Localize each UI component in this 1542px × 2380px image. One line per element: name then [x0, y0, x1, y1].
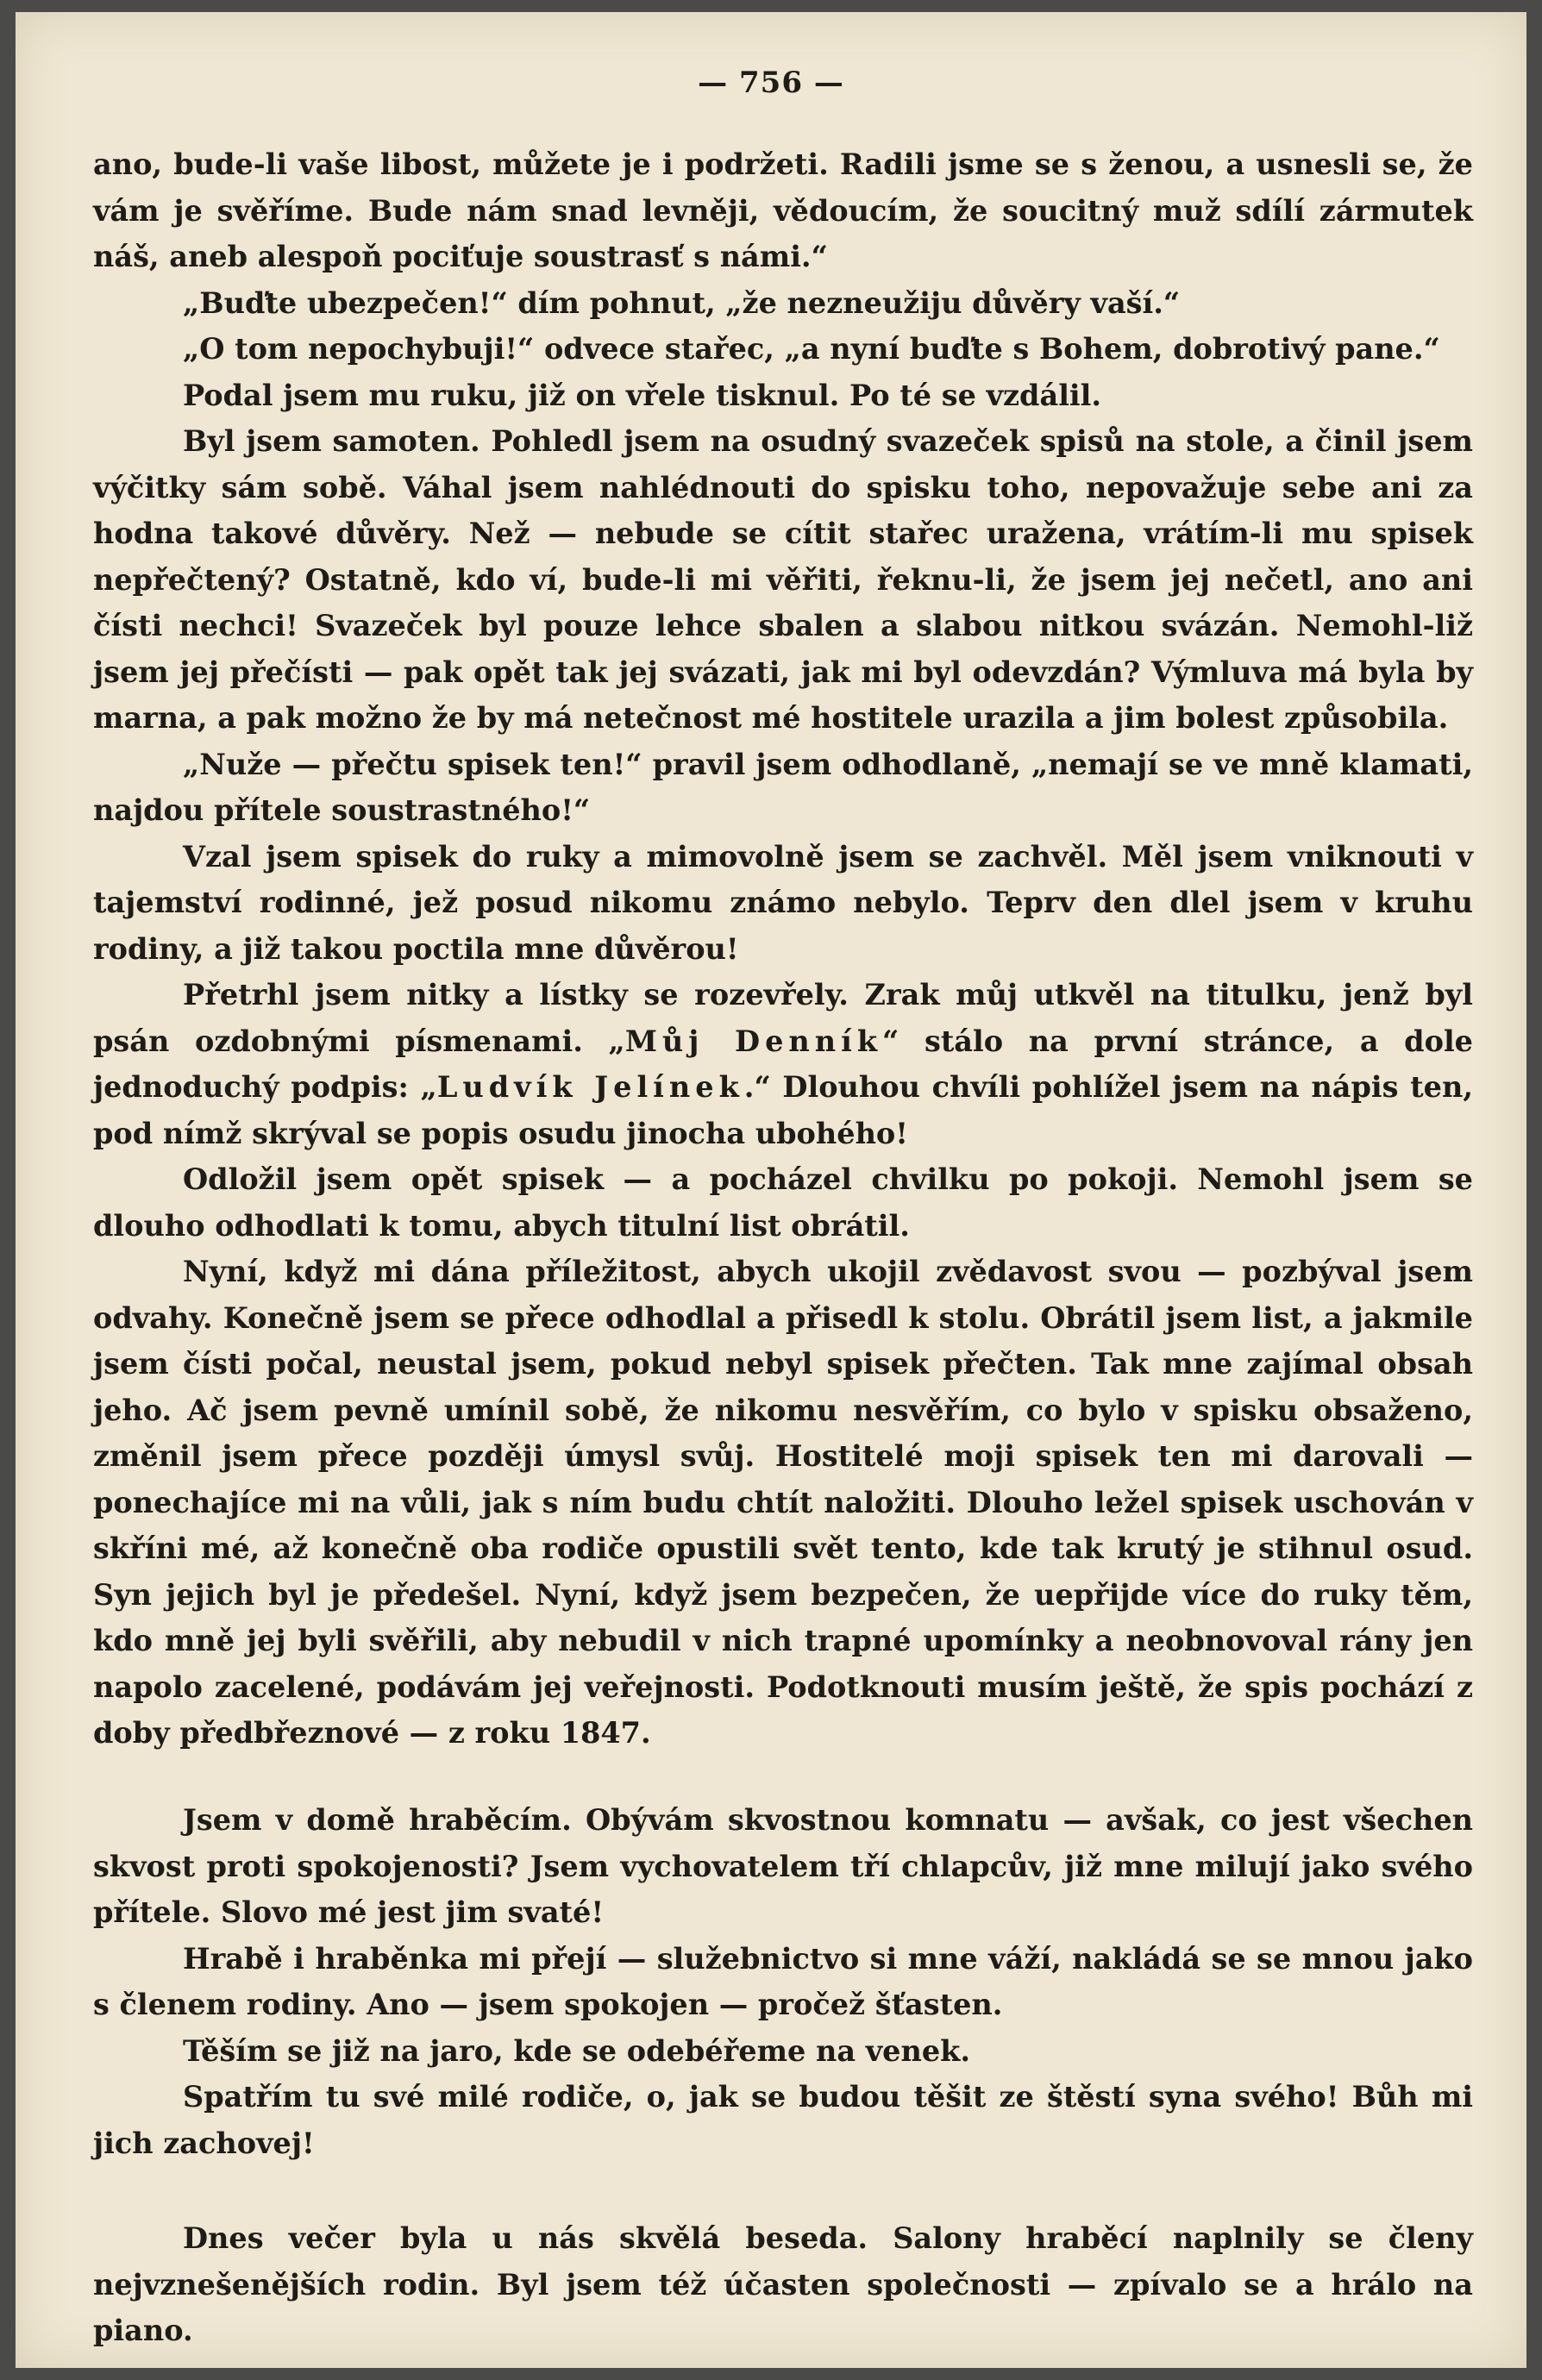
paragraph: Odložil jsem opět spisek — a pocházel chvilku po pokoji. Nemohl jsem se dlouho odhodlati k tomu, abych titulní list obrátil.	[93, 1162, 1473, 1243]
paragraph: „O tom nepochybuji!“ odvece stařec, „a nyní buďte s Bohem, dobrotivý pane.“	[183, 332, 1440, 366]
paragraph: ano, bude-li vaše libost, můžete je i podržeti. Radili jsme se s ženou, a usnesli se, že vám je svěříme. Bude nám snad levněji, vědoucím, že soucitný muž sdílí zármutek náš, aneb alespoň pociťuje soustrasť s námi.“	[93, 147, 1473, 273]
text-span: Přetrhl jsem nitky a lístky se rozevřely. Zrak můj utkvěl na titulku, jenž byl psán ozdobnými písmenami. „	[93, 978, 1473, 1058]
paragraph: „Buďte ubezpečen!“ dím pohnut, „že nezneužiju důvěry vaší.“	[183, 285, 1181, 320]
paragraph: Dnes večer byla u nás skvělá beseda. Salony hraběcí naplnily se členy nejvznešenějších rodin. Byl jsem též účasten společnosti — zpívalo se a hrálo na piano.	[93, 2221, 1473, 2347]
paragraph: Vzal jsem spisek do ruky a mimovolně jsem se zachvěl. Měl jsem vniknouti v tajemství rodinné, jež posud nikomu známo nebylo. Teprv den dlel jsem v kruhu rodiny, a již takou poctila mne důvěrou!	[93, 839, 1473, 966]
diary-title: Můj Denník	[624, 1024, 883, 1058]
author-signature: Ludvík Jelínek	[436, 1070, 744, 1104]
book-page	[16, 12, 1526, 2368]
paragraph: Hrabě i hraběnka mi přejí — služebnictvo si mne váží, nakládá se se mnou jako s členem rodiny. Ano — jsem spokojen — pročež šťasten.	[93, 1941, 1473, 2021]
paragraph: Jsem v domě hraběcím. Obývám skvostnou komnatu — avšak, co jest všechen skvost proti spokojenosti? Jsem vychovatelem tří chlapcův, již mne milují jako svého přítele. Slovo mé jest jim svaté!	[93, 1803, 1473, 1929]
text-section-2	[93, 1797, 1473, 2166]
paragraph: Nyní, když mi dána příležitost, abych ukojil zvědavost svou — pozbýval jsem odvahy. Konečně jsem se přece odhodlal a přisedl k stolu. Obrátil jsem list, a jakmile jsem čísti počal, neustal jsem, pokud nebyl spisek přečten. Tak mne zajímal obsah jeho. Ač jsem pevně umínil sobě, že nikomu nesvěřím, co bylo v spisku obsaženo, změnil jsem přece později úmysl svůj. Hostitelé moji spisek ten mi darovali — ponechajíce mi na vůli, jak s ním budu chtít naložiti. Dlouho ležel spisek uschován v skříni mé, až konečně oba rodiče opustili svět tento, kde tak krutý je stihnul osud. Syn jejich byl je předešel. Nyní, když jsem bezpečen, že uepřijde více do ruky těm, kdo mně jej byli svěřili, aby nebudil v nich trapné upomínky a neobnovoval rány jen napolo zacelené, podávám jej veřejnosti. Podotknouti musím ještě, že spis pochází z doby předbřeznové — z roku 1847.	[93, 1255, 1473, 1750]
text-span: .“ Dlouhou chvíli pohlížel jsem na nápis ten, pod nímž skrýval se popis osudu jinocha ubohého!	[93, 1070, 1473, 1150]
paragraph: Spatřím tu své milé rodiče, o, jak se budou těšit ze štěstí syna svého! Bůh mi jich zachovej!	[93, 2080, 1473, 2160]
paragraph: Byl jsem samoten. Pohledl jsem na osudný svazeček spisů na stole, a činil jsem výčitky sám sobě. Váhal jsem nahlédnouti do spisku toho, nepovažuje sebe ani za hodna takové důvěry. Než — nebude se cítit stařec uražena, vrátím-li mu spisek nepřečtený? Ostatně, kdo ví, bude-li mi věřiti, řeknu-li, že jsem jej nečetl, ano ani čísti nechci! Svazeček byl pouze lehce sbalen a slabou nitkou svázán. Nemohl-liž jsem jej přečísti — pak opět tak jej svázati, jak mi byl odevzdán? Výmluva má byla by marna, a pak možno že by má netečnost mé hostitele urazila a jim bolest způsobila.	[93, 424, 1473, 735]
text-section-1	[93, 141, 1473, 1757]
paragraph: Těším se již na jaro, kde se odebéřeme na venek.	[183, 2033, 971, 2068]
page-number: — 756 —	[698, 66, 844, 100]
paragraph	[93, 972, 1473, 1156]
paragraph: „Nuže — přečtu spisek ten!“ pravil jsem odhodlaně, „nemají se ve mně klamati, najdou přítele soustrastného!“	[93, 747, 1473, 827]
text-section-3	[93, 2215, 1473, 2354]
paragraph: Podal jsem mu ruku, již on vřele tisknul. Po té se vzdálil.	[183, 378, 1102, 412]
text-span: “ stálo na první stránce, a dole jednoduchý podpis: „	[93, 1024, 1473, 1104]
